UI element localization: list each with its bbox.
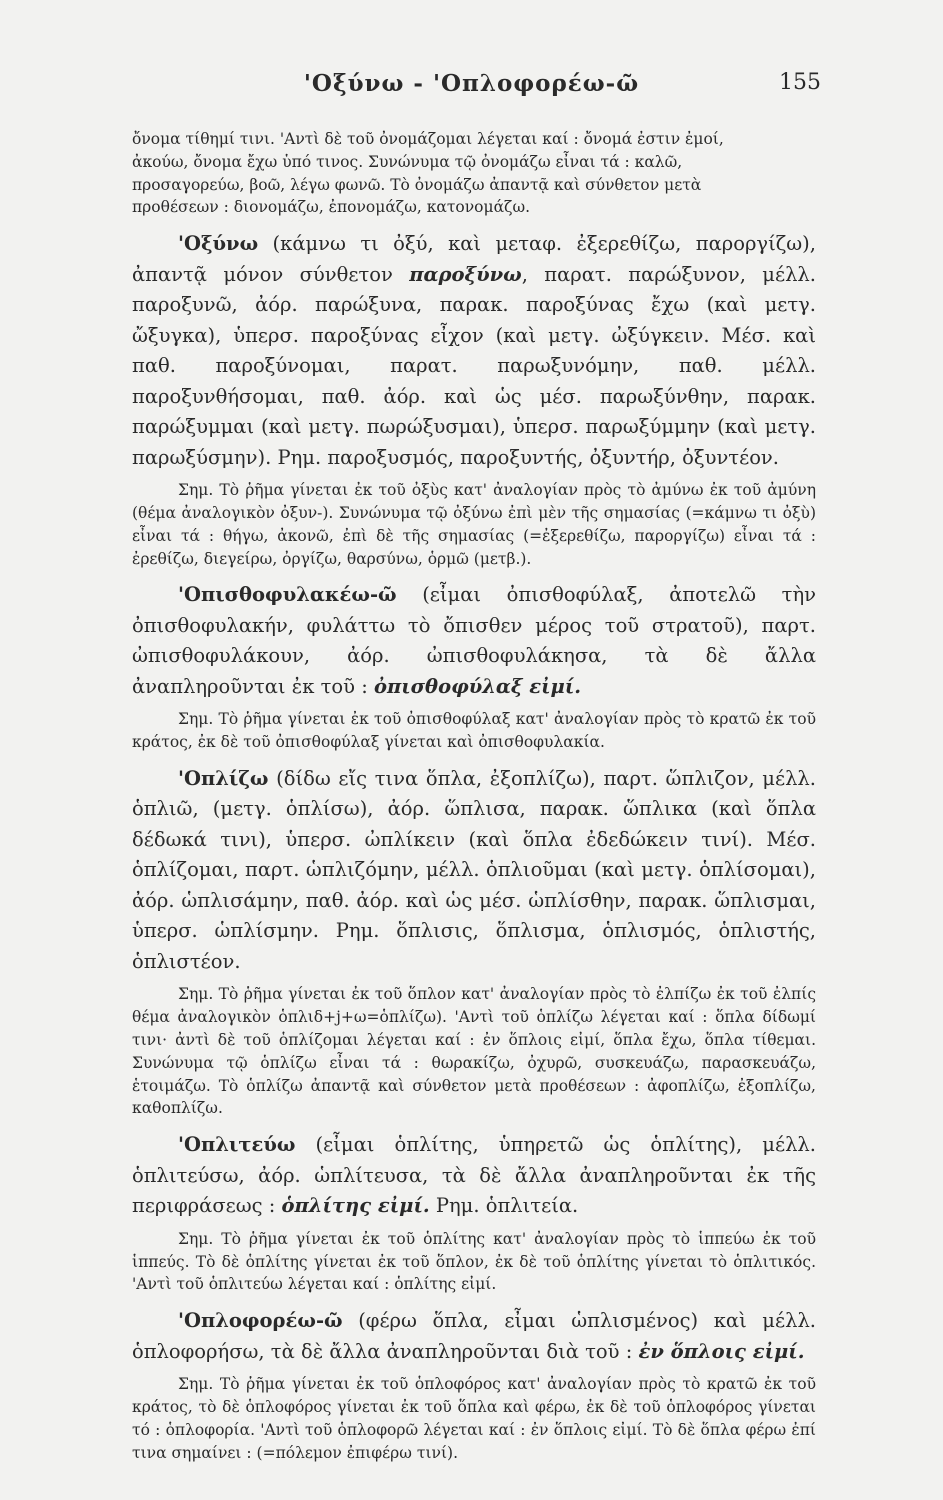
entry-note: Σημ. Τὸ ῥῆμα γίνεται ἐκ τοῦ ὀπισθοφύλαξ κατ' ἀναλογίαν πρὸς τὸ κρατῶ ἐκ τοῦ κράτος, ἐκ δὲ τοῦ ὀπισθοφύλαξ γίνεται καὶ ὀπισθοφυλακία. bbox=[132, 710, 816, 752]
headword: 'Οπλίζω bbox=[178, 766, 269, 790]
entry-note: Σημ. Τὸ ῥῆμα γίνεται ἐκ τοῦ ὁπλοφόρος κατ' ἀναλογίαν πρὸς τὸ κρατῶ ἐκ τοῦ κράτος, τὸ δὲ ὁπλοφόρος γίνεται ἐκ τοῦ ὅπλα καὶ φέρω, ἐκ δὲ τοῦ ὁπλοφόρος γίνεται τό : ὁπλοφορία. 'Αντὶ τοῦ ὁπλοφορῶ λέγεται καί : ἐν ὅπλοις εἰμί. Τὸ δὲ ὅπλα φέρω ἐπί τινα σημαίνει : (=πόλεμον ἐπιφέρω τινί). bbox=[132, 1375, 816, 1462]
intro-note-line: ἀκούω, ὄνομα ἔχω ὑπό τινος. Συνώνυμα τῷ ὀνομάζω εἶναι τά : καλῶ, bbox=[132, 152, 683, 171]
running-head: 'Οξύνω - 'Οπλοφορέω-ῶ bbox=[303, 70, 640, 97]
entry-oxyno bbox=[132, 229, 816, 473]
intro-note-line: προθέσεων : διονομάζω, ἐπονομάζω, κατονομάζω. bbox=[132, 198, 531, 217]
headword: 'Οπλιτεύω bbox=[178, 1133, 296, 1157]
entry-note: Σημ. Τὸ ῥῆμα γίνεται ἐκ τοῦ ὁπλίτης κατ' ἀναλογίαν πρὸς τὸ ἱππεύω ἐκ τοῦ ἱππεύς. Τὸ δὲ ὁπλίτης γίνεται ἐκ τοῦ ὅπλον, ἐκ δὲ τοῦ ὁπλίτης γίνεται τὸ ὁπλιτικός. 'Αντὶ τοῦ ὁπλιτεύω λέγεται καί : ὁπλίτης εἰμί. bbox=[132, 1229, 816, 1294]
entry-note: Σημ. Τὸ ῥῆμα γίνεται ἐκ τοῦ ὅπλον κατ' ἀναλογίαν πρὸς τὸ ἐλπίζω ἐκ τοῦ ἐλπίς θέμα ἀναλογικὸν ὁπλιδ+j+ω=ὁπλίζω). 'Αντὶ τοῦ ὁπλίζω λέγεται καί : ὅπλα δίδωμί τινι· ἀντὶ δὲ τοῦ ὁπλίζομαι λέγεται καί : ἐν ὅπλοις εἰμί, ὅπλα ἔχω, ὅπλα τίθεμαι. Συνώνυμα τῷ ὁπλίζω εἶναι τά : θωρακίζω, ὀχυρῶ, συσκευάζω, παρασκευάζω, ἑτοιμάζω. Τὸ ὁπλίζω ἀπαντᾷ καὶ σύνθετον μετὰ προθέσεων : ἀφοπλίζω, ἐξοπλίζω, καθοπλίζω. bbox=[132, 985, 816, 1118]
entry-text: (φέρω ὅπλα, εἶμαι ὡπλισμένος) καὶ μέλλ. ὁπλοφορήσω, τὰ δὲ ἄλλα ἀναπληροῦνται διὰ τοῦ : bbox=[132, 1309, 816, 1363]
periphrasis: ἐν ὅπλοις εἰμί. bbox=[638, 1339, 805, 1363]
entry-oplizo bbox=[132, 764, 816, 978]
headword: 'Οπλοφορέω-ῶ bbox=[178, 1309, 343, 1333]
entry-oplitevo bbox=[132, 1130, 816, 1222]
compound-form: παροξύνω bbox=[409, 262, 522, 286]
intro-note bbox=[132, 128, 816, 219]
intro-note-line: ὄνομα τίθημί τινι. 'Αντὶ δὲ τοῦ ὀνομάζομαι λέγεται καί : ὄνομά ἐστιν ἐμοί, bbox=[132, 130, 724, 148]
headword: 'Οπισθοφυλακέω-ῶ bbox=[178, 583, 397, 607]
headword: 'Οξύνω bbox=[178, 232, 259, 256]
entry-oplophoreo bbox=[132, 1306, 816, 1367]
entry-text: (κάμνω τι ὀξύ, καὶ μεταφ. ἐξερεθίζω, παροργίζω), ἀπαντᾷ μόνον σύνθετον bbox=[132, 232, 816, 286]
entry-text: (δίδω εἴς τινα ὅπλα, ἐξοπλίζω), παρτ. ὥπλιζον, μέλλ. ὁπλιῶ, (μετγ. ὁπλίσω), ἀόρ. ὥπλισα, παρακ. ὥπλικα (καὶ ὅπλα δέδωκά τινι), ὑπερσ. ὠπλίκειν (καὶ ὅπλα ἐδεδώκειν τινί). Μέσ. ὁπλίζομαι, παρτ. ὡπλιζόμην, μέλλ. ὁπλιοῦμαι (καὶ μετγ. ὁπλίσομαι), ἀόρ. ὡπλισάμην, παθ. ἀόρ. καὶ ὡς μέσ. ὡπλίσθην, παρακ. ὥπλισμαι, ὑπερσ. ὡπλίσμην. Ρημ. ὅπλισις, ὅπλισμα, ὁπλισμός, ὁπλιστής, ὁπλιστέον. bbox=[132, 766, 816, 973]
page-body bbox=[132, 128, 816, 1464]
page-header bbox=[0, 66, 943, 106]
entry-note: Σημ. Τὸ ῥῆμα γίνεται ἐκ τοῦ ὀξὺς κατ' ἀναλογίαν πρὸς τὸ ἀμύνω ἐκ τοῦ ἀμύνη (θέμα ἀναλογικὸν ὀξυν-). Συνώνυμα τῷ ὀξύνω ἐπὶ μὲν τῆς σημασίας (=κάμνω τι ὀξὺ) εἶναι τά : θήγω, ἀκονῶ, ἐπὶ δὲ τῆς σημασίας (=ἐξερεθίζω, παροργίζω) εἶναι τά : ἐρεθίζω, διεγείρω, ὀργίζω, θαρσύνω, ὁρμῶ (μετβ.). bbox=[132, 481, 816, 568]
entry-text: Ρημ. ὁπλιτεία. bbox=[429, 1194, 579, 1218]
entry-text: (εἶμαι ὀπισθοφύλαξ, ἀποτελῶ τὴν ὀπισθοφυλακήν, φυλάττω τὸ ὄπισθεν μέρος τοῦ στρατοῦ), παρτ. ὠπισθοφυλάκουν, ἀόρ. ὠπισθοφυλάκησα, τὰ δὲ ἄλλα ἀναπληροῦνται ἐκ τοῦ : bbox=[132, 583, 816, 698]
entry-text: (εἶμαι ὁπλίτης, ὑπηρετῶ ὡς ὁπλίτης), μέλλ. ὁπλιτεύσω, ἀόρ. ὡπλίτευσα, τὰ δὲ ἄλλα ἀναπληροῦνται ἐκ τῆς περιφράσεως : bbox=[132, 1133, 816, 1218]
page-number: 155 bbox=[779, 70, 821, 95]
periphrasis: ὀπισθοφύλαξ εἰμί. bbox=[373, 674, 582, 698]
entry-opisthophylakeo bbox=[132, 580, 816, 702]
intro-note-line: προσαγορεύω, βοῶ, λέγω φωνῶ. Τὸ ὀνομάζω ἀπαντᾷ καὶ σύνθετον μετὰ bbox=[132, 175, 702, 194]
periphrasis: ὁπλίτης εἰμί. bbox=[281, 1194, 430, 1218]
entry-text: , παρατ. παρώξυνον, μέλλ. παροξυνῶ, ἀόρ. παρώξυνα, παρακ. παροξύνας ἔχω (καὶ μετγ. ὤξυγκα), ὑπερσ. παροξύνας εἶχον (καὶ μετγ. ὠξύγκειν. Μέσ. καὶ παθ. παροξύνομαι, παρατ. παρωξυνόμην, παθ. μέλλ. παροξυνθήσομαι, παθ. ἀόρ. καὶ ὡς μέσ. παρωξύνθην, παρακ. παρώξυμμαι (καὶ μετγ. πωρώξυσμαι), ὑπερσ. παρωξύμμην (καὶ μετγ. παρωξύσμην). Ρημ. παροξυσμός, παροξυντής, ὀξυντήρ, ὀξυντέον. bbox=[132, 262, 816, 469]
